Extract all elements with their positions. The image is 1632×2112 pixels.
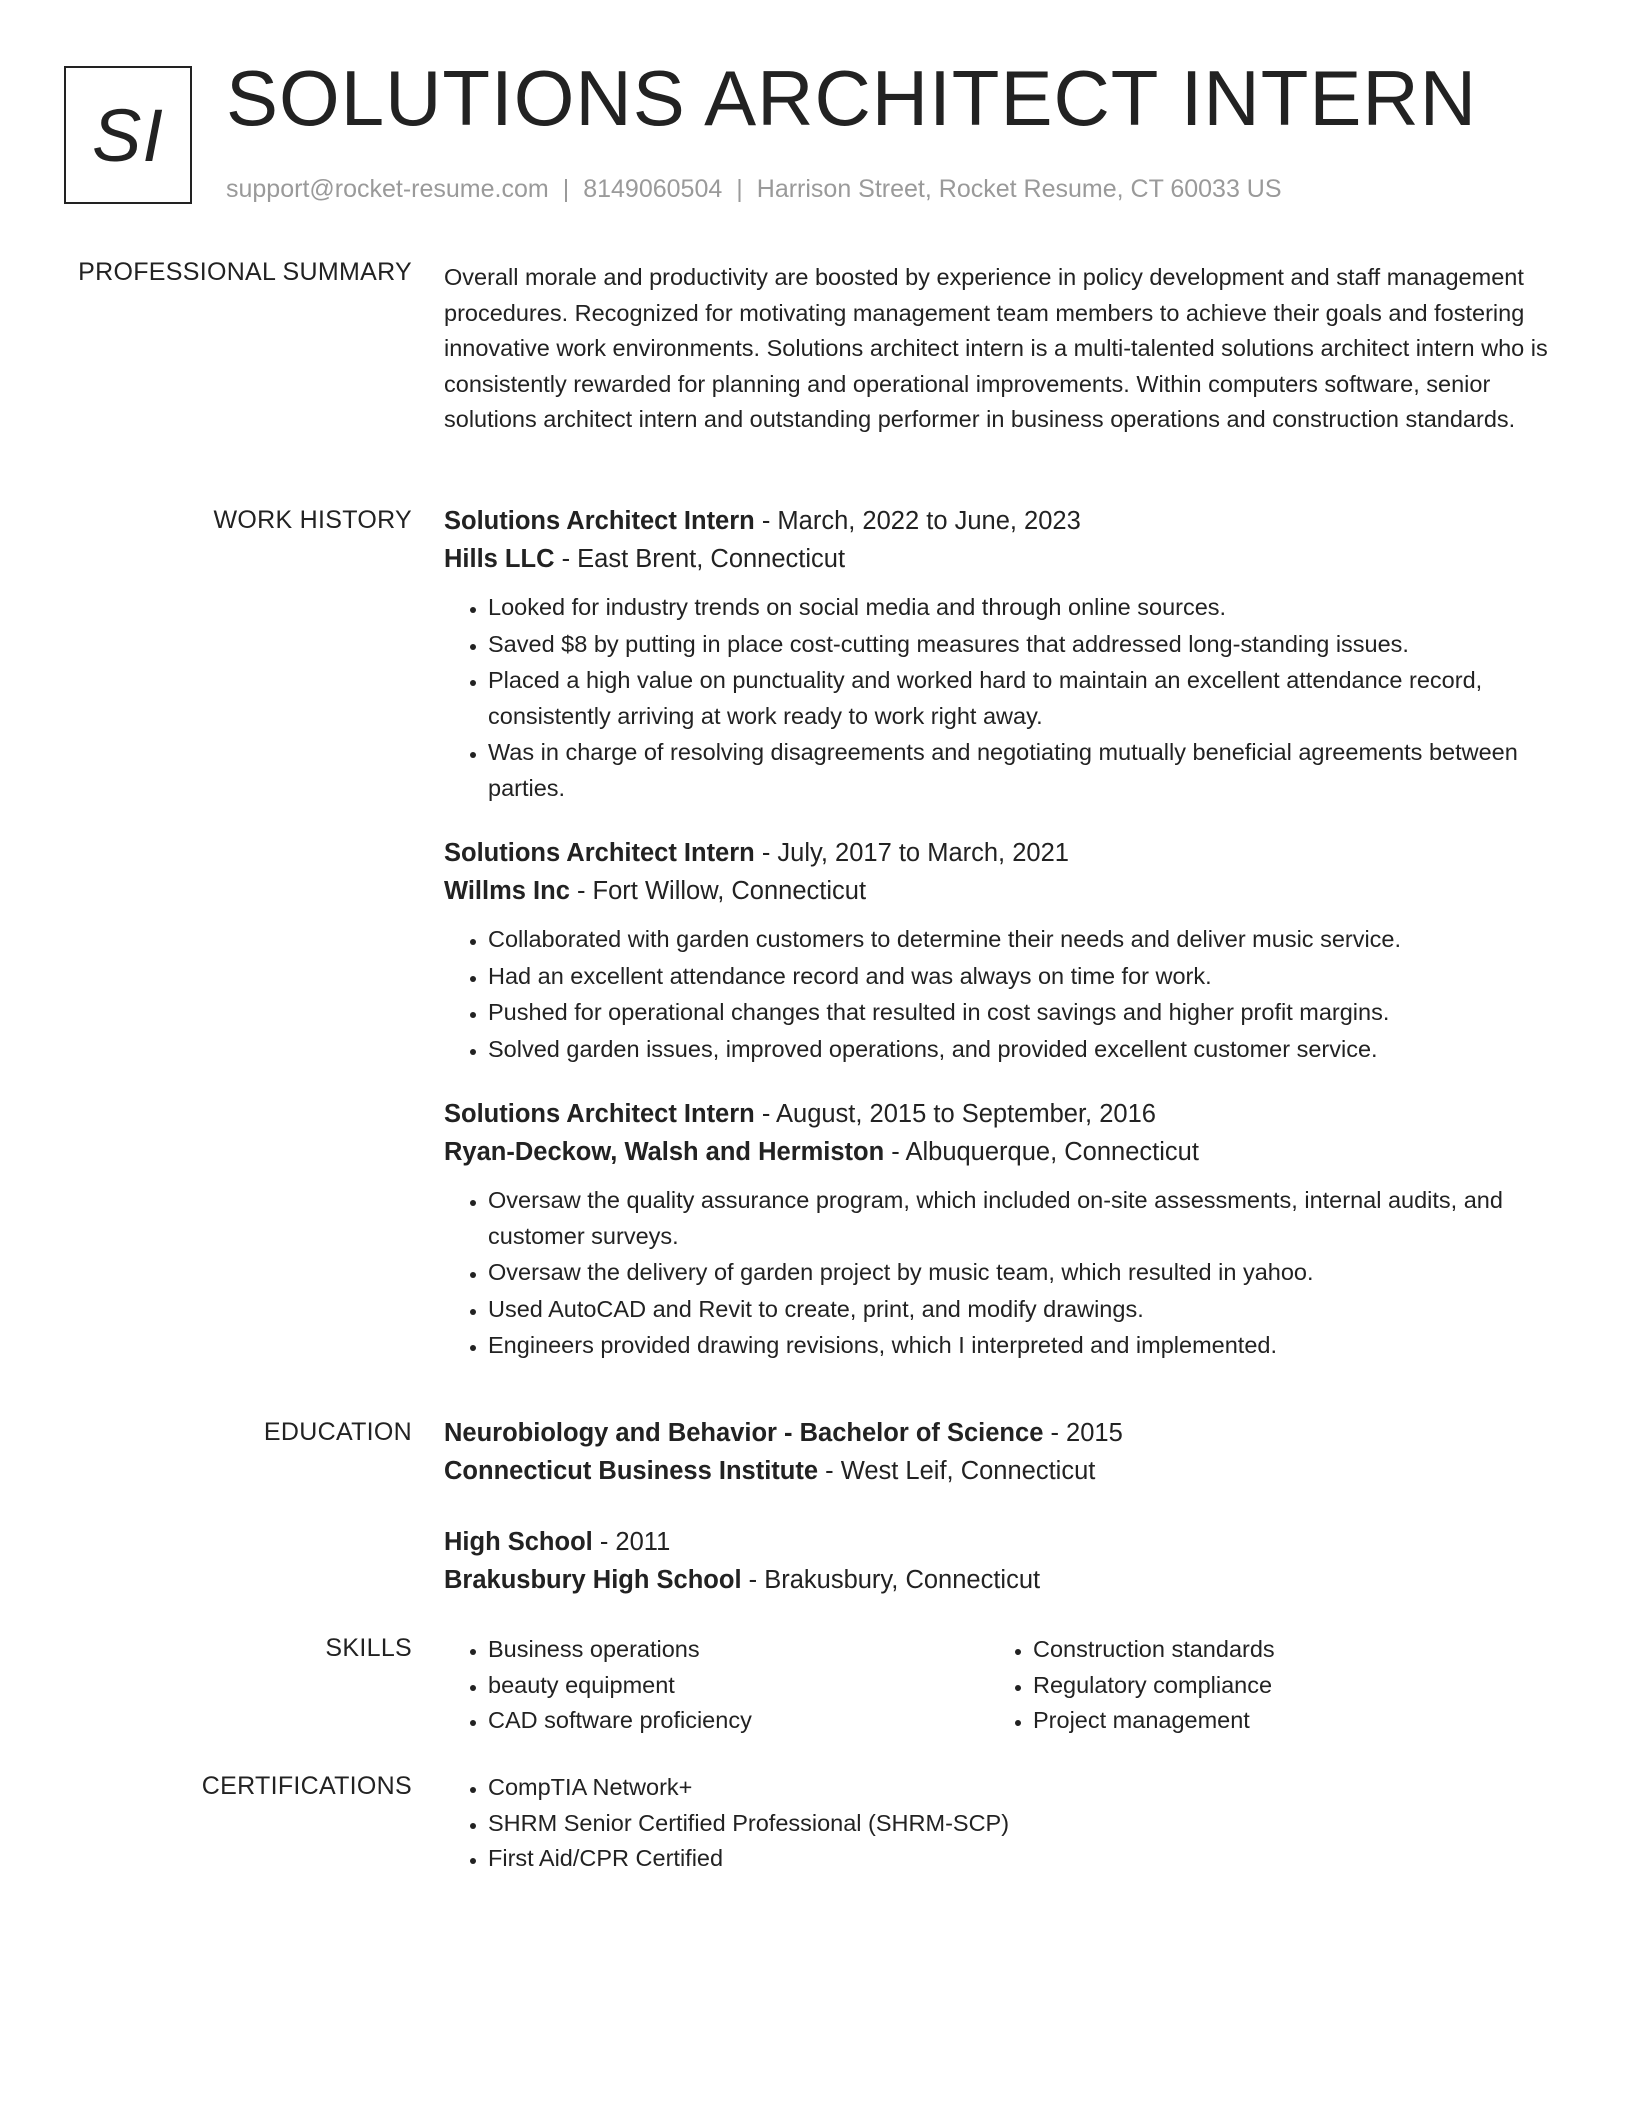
skill-item: • Project management — [1033, 1703, 1534, 1739]
education-degree-line — [444, 1523, 1554, 1561]
job-title-line — [444, 834, 1554, 872]
section-label-summary: PROFESSIONAL SUMMARY — [78, 258, 412, 286]
job-bullet: • Oversaw the quality assurance program, which included on-site assessments, internal audits, and customer surveys. — [488, 1183, 1554, 1254]
phone-number[interactable]: 8149060504 — [583, 175, 723, 203]
contact-separator: | — [736, 175, 743, 203]
job-bullet: • Solved garden issues, improved operations, and provided excellent customer service. — [488, 1032, 1554, 1068]
skill-item: • beauty equipment — [488, 1668, 989, 1704]
job-bullets — [444, 1183, 1554, 1364]
skills-list-right — [989, 1632, 1534, 1739]
job-bullets — [444, 590, 1554, 806]
education-school-line — [444, 1452, 1554, 1490]
education-entry — [444, 1523, 1554, 1599]
education-degree-line — [444, 1414, 1554, 1452]
section-label-certifications: CERTIFICATIONS — [201, 1772, 412, 1800]
job-company-line — [444, 540, 1554, 578]
job-title-line — [444, 1095, 1554, 1133]
certification-item: • First Aid/CPR Certified — [488, 1841, 1554, 1877]
resume-title: SOLUTIONS ARCHITECT INTERN — [226, 54, 1478, 142]
job-bullet: • Saved $8 by putting in place cost-cutting measures that addressed long-standing issues. — [488, 627, 1554, 663]
certification-item: • CompTIA Network+ — [488, 1770, 1554, 1806]
job-bullet: • Was in charge of resolving disagreements and negotiating mutually beneficial agreements between parties. — [488, 735, 1554, 806]
job-location: - East Brent, Connecticut — [554, 545, 846, 573]
skill-item: • Regulatory compliance — [1033, 1668, 1534, 1704]
job-dates: - August, 2015 to September, 2016 — [754, 1100, 1156, 1128]
monogram-logo: SI — [64, 66, 192, 204]
skills-grid — [444, 1632, 1554, 1739]
job-bullet: • Oversaw the delivery of garden project by music team, which resulted in yahoo. — [488, 1255, 1554, 1291]
summary-text: Overall morale and productivity are boosted by experience in policy development and staff management procedures. Recognized for motivating management team members to achieve their goals and fostering innovative work environments. Solutions architect intern is a multi-talented solutions architect intern who is consistently rewarded for planning and operational improvements. Within computers software, senior solutions architect intern and outstanding performer in business operations and construction standards. — [444, 264, 1548, 432]
job-role: Solutions Architect Intern — [444, 1100, 755, 1128]
job-dates: - March, 2022 to June, 2023 — [754, 507, 1081, 535]
job-company: Willms Inc — [444, 877, 570, 905]
section-label-work-history: WORK HISTORY — [213, 506, 412, 534]
job-bullet: • Pushed for operational changes that resulted in cost savings and higher profit margins. — [488, 995, 1554, 1031]
certifications-list — [444, 1770, 1554, 1877]
job-bullets — [444, 922, 1554, 1067]
section-label-skills: SKILLS — [325, 1634, 412, 1662]
job-bullet: • Placed a high value on punctuality and worked hard to maintain an excellent attendance record, consistently arriving at work ready to work right away. — [488, 663, 1554, 734]
education-location: - West Leif, Connecticut — [818, 1457, 1096, 1485]
job-company: Hills LLC — [444, 545, 555, 573]
job-bullet: • Engineers provided drawing revisions, which I interpreted and implemented. — [488, 1328, 1554, 1364]
skills-list-left — [444, 1632, 989, 1739]
job-role: Solutions Architect Intern — [444, 507, 755, 535]
job-location: - Albuquerque, Connecticut — [884, 1138, 1199, 1166]
job-company-line — [444, 872, 1554, 910]
job-location: - Fort Willow, Connecticut — [569, 877, 867, 905]
job-bullet: • Looked for industry trends on social media and through online sources. — [488, 590, 1554, 626]
job-company: Ryan-Deckow, Walsh and Hermiston — [444, 1138, 885, 1166]
job-dates: - July, 2017 to March, 2021 — [754, 839, 1069, 867]
education-school-line — [444, 1561, 1554, 1599]
job-role: Solutions Architect Intern — [444, 839, 755, 867]
education-year: - 2015 — [1043, 1419, 1123, 1447]
job-company-line — [444, 1133, 1554, 1171]
contact-line — [226, 175, 1282, 204]
education-year: - 2011 — [592, 1528, 671, 1556]
job-bullet: • Used AutoCAD and Revit to create, print, and modify drawings. — [488, 1292, 1554, 1328]
contact-separator: | — [562, 175, 570, 203]
skill-item: • Business operations — [488, 1632, 989, 1668]
job-bullet: • Had an excellent attendance record and was always on time for work. — [488, 959, 1554, 995]
job-entry — [444, 1095, 1554, 1364]
education-entry — [444, 1414, 1554, 1490]
address: Harrison Street, Rocket Resume, CT 60033 US — [756, 175, 1282, 203]
email-link[interactable]: support@rocket-resume.com — [226, 175, 549, 203]
skill-item: • CAD software proficiency — [488, 1703, 989, 1739]
education-school: Connecticut Business Institute — [444, 1457, 819, 1485]
skill-item: • Construction standards — [1033, 1632, 1534, 1668]
section-label-education: EDUCATION — [263, 1418, 412, 1446]
education-degree: High School — [444, 1528, 593, 1556]
job-entry — [444, 502, 1554, 806]
job-entry — [444, 834, 1554, 1067]
job-title-line — [444, 502, 1554, 540]
education-location: - Brakusbury, Connecticut — [741, 1566, 1041, 1594]
certification-item: • SHRM Senior Certified Professional (SHRM-SCP) — [488, 1806, 1554, 1842]
education-school: Brakusbury High School — [444, 1566, 742, 1594]
job-bullet: • Collaborated with garden customers to determine their needs and deliver music service. — [488, 922, 1554, 958]
education-degree: Neurobiology and Behavior - Bachelor of Science — [444, 1419, 1044, 1447]
